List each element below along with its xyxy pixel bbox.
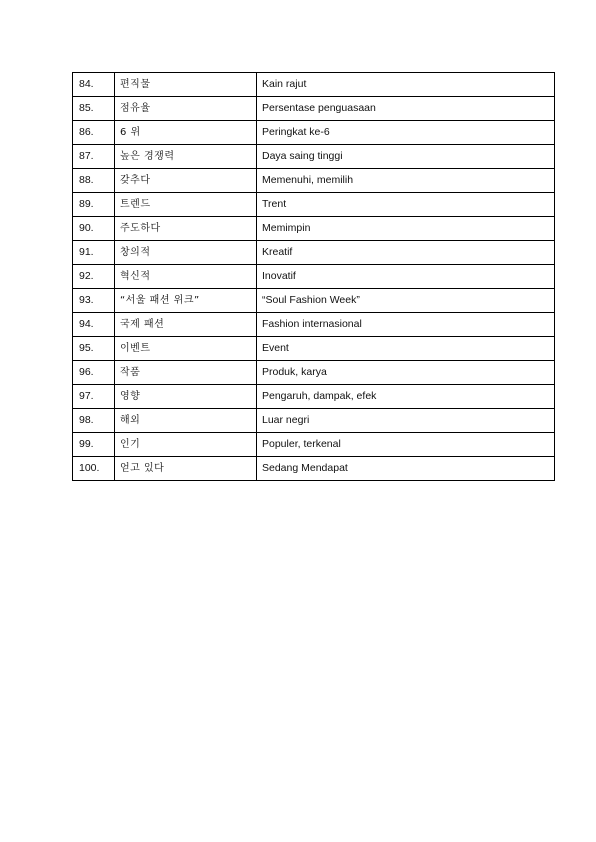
table-row xyxy=(73,169,555,193)
korean-term: 편직물 xyxy=(115,73,257,97)
table-row xyxy=(73,73,555,97)
indonesian-translation: Peringkat ke-6 xyxy=(257,121,555,145)
korean-term: “서울 패션 위크” xyxy=(115,289,257,313)
row-number: 91. xyxy=(73,241,115,265)
row-number: 92. xyxy=(73,265,115,289)
row-number: 93. xyxy=(73,289,115,313)
table-row xyxy=(73,217,555,241)
row-number: 97. xyxy=(73,385,115,409)
table-row xyxy=(73,265,555,289)
table-row xyxy=(73,337,555,361)
korean-term: 인기 xyxy=(115,433,257,457)
table-row xyxy=(73,385,555,409)
indonesian-translation: Kreatif xyxy=(257,241,555,265)
korean-term: 높은 경쟁력 xyxy=(115,145,257,169)
row-number: 100. xyxy=(73,457,115,481)
table-row xyxy=(73,145,555,169)
row-number: 86. xyxy=(73,121,115,145)
row-number: 84. xyxy=(73,73,115,97)
table-row xyxy=(73,409,555,433)
indonesian-translation: Pengaruh, dampak, efek xyxy=(257,385,555,409)
korean-term: 얻고 있다 xyxy=(115,457,257,481)
indonesian-translation: Event xyxy=(257,337,555,361)
row-number: 87. xyxy=(73,145,115,169)
indonesian-translation: Memenuhi, memilih xyxy=(257,169,555,193)
korean-term: 작품 xyxy=(115,361,257,385)
korean-term: 점유율 xyxy=(115,97,257,121)
indonesian-translation: Luar negri xyxy=(257,409,555,433)
row-number: 90. xyxy=(73,217,115,241)
korean-term: 6 위 xyxy=(115,121,257,145)
korean-term: 이벤트 xyxy=(115,337,257,361)
indonesian-translation: Inovatif xyxy=(257,265,555,289)
table-row xyxy=(73,361,555,385)
korean-term: 혁신적 xyxy=(115,265,257,289)
vocabulary-table xyxy=(72,72,555,481)
table-row xyxy=(73,193,555,217)
korean-term: 트렌드 xyxy=(115,193,257,217)
row-number: 94. xyxy=(73,313,115,337)
row-number: 96. xyxy=(73,361,115,385)
table-row xyxy=(73,121,555,145)
indonesian-translation: Trent xyxy=(257,193,555,217)
indonesian-translation: “Soul Fashion Week” xyxy=(257,289,555,313)
korean-term: 창의적 xyxy=(115,241,257,265)
indonesian-translation: Produk, karya xyxy=(257,361,555,385)
korean-term: 영향 xyxy=(115,385,257,409)
indonesian-translation: Daya saing tinggi xyxy=(257,145,555,169)
indonesian-translation: Fashion internasional xyxy=(257,313,555,337)
row-number: 99. xyxy=(73,433,115,457)
table-row xyxy=(73,313,555,337)
indonesian-translation: Sedang Mendapat xyxy=(257,457,555,481)
table-row xyxy=(73,97,555,121)
row-number: 89. xyxy=(73,193,115,217)
indonesian-translation: Populer, terkenal xyxy=(257,433,555,457)
korean-term: 갖추다 xyxy=(115,169,257,193)
korean-term: 해외 xyxy=(115,409,257,433)
table-row xyxy=(73,457,555,481)
korean-term: 주도하다 xyxy=(115,217,257,241)
row-number: 98. xyxy=(73,409,115,433)
indonesian-translation: Memimpin xyxy=(257,217,555,241)
table-row xyxy=(73,289,555,313)
row-number: 85. xyxy=(73,97,115,121)
table-row xyxy=(73,433,555,457)
indonesian-translation: Persentase penguasaan xyxy=(257,97,555,121)
indonesian-translation: Kain rajut xyxy=(257,73,555,97)
row-number: 88. xyxy=(73,169,115,193)
korean-term: 국제 패션 xyxy=(115,313,257,337)
table-row xyxy=(73,241,555,265)
row-number: 95. xyxy=(73,337,115,361)
